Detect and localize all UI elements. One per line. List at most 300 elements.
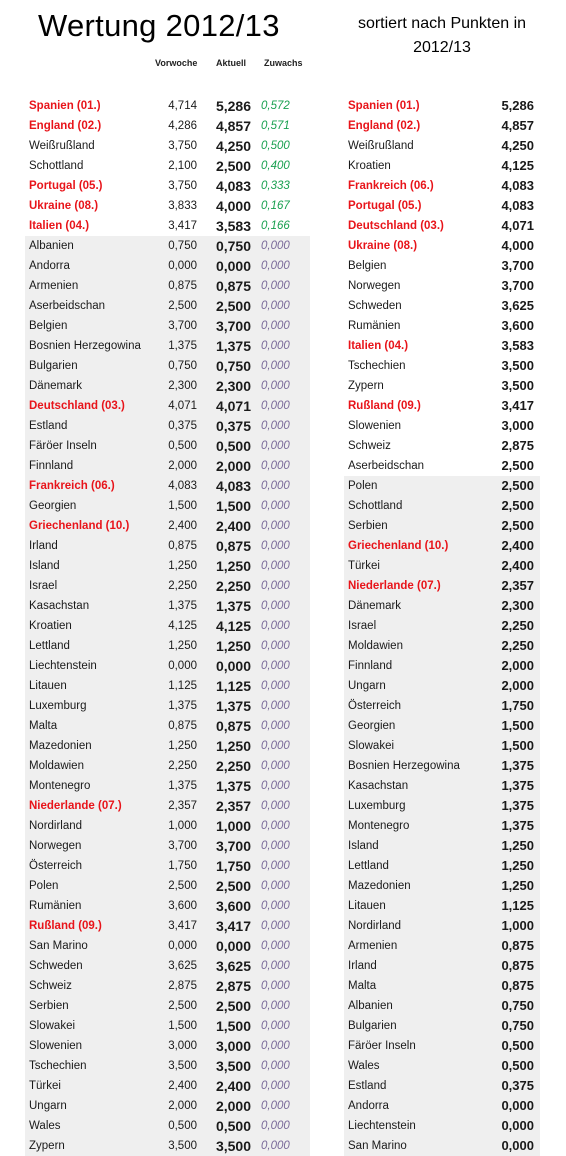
points-value: 2,250 xyxy=(501,638,534,653)
zuwachs-value: 0,000 xyxy=(261,340,290,352)
table-row xyxy=(25,976,310,996)
zuwachs-value: 0,000 xyxy=(261,360,290,372)
vorwoche-value: 1,000 xyxy=(168,820,197,832)
aktuell-value: 3,583 xyxy=(215,218,251,234)
table-row xyxy=(344,1116,540,1136)
table-row xyxy=(25,236,310,256)
vorwoche-value: 3,417 xyxy=(168,920,197,932)
aktuell-value: 0,750 xyxy=(215,238,251,254)
zuwachs-value: 0,000 xyxy=(261,1040,290,1052)
country-name: Andorra xyxy=(348,1100,389,1112)
points-value: 1,375 xyxy=(501,818,534,833)
table-row xyxy=(344,156,540,176)
zuwachs-value: 0,000 xyxy=(261,1060,290,1072)
zuwachs-value: 0,000 xyxy=(261,320,290,332)
table-row xyxy=(25,816,310,836)
page-title: Wertung 2012/13 xyxy=(38,8,280,43)
vorwoche-value: 2,357 xyxy=(168,800,197,812)
country-name: Litauen xyxy=(29,680,67,692)
points-value: 0,750 xyxy=(501,1018,534,1033)
aktuell-value: 1,250 xyxy=(215,558,251,574)
points-value: 2,000 xyxy=(501,678,534,693)
table-row xyxy=(25,96,310,116)
points-value: 1,250 xyxy=(501,838,534,853)
points-value: 4,250 xyxy=(501,138,534,153)
vorwoche-value: 4,286 xyxy=(168,120,197,132)
aktuell-value: 1,125 xyxy=(215,678,251,694)
table-row xyxy=(344,816,540,836)
vorwoche-value: 1,375 xyxy=(168,700,197,712)
points-value: 1,500 xyxy=(501,718,534,733)
aktuell-value: 1,500 xyxy=(215,1018,251,1034)
country-name: Liechtenstein xyxy=(29,660,97,672)
zuwachs-value: 0,000 xyxy=(261,1020,290,1032)
zuwachs-value: 0,000 xyxy=(261,560,290,572)
table-row xyxy=(25,936,310,956)
table-row xyxy=(25,956,310,976)
table-row xyxy=(344,176,540,196)
table-row xyxy=(344,756,540,776)
country-name: Griechenland (10.) xyxy=(29,520,130,532)
zuwachs-value: 0,000 xyxy=(261,1100,290,1112)
header-aktuell: Aktuell xyxy=(216,58,247,68)
points-value: 0,000 xyxy=(501,1098,534,1113)
zuwachs-value: 0,000 xyxy=(261,860,290,872)
vorwoche-value: 2,250 xyxy=(168,760,197,772)
country-name: Weißrußland xyxy=(29,140,95,152)
table-row xyxy=(25,616,310,636)
table-row xyxy=(344,116,540,136)
country-name: Deutschland (03.) xyxy=(29,400,125,412)
points-value: 2,500 xyxy=(501,478,534,493)
table-row xyxy=(25,116,310,136)
country-name: Slowakei xyxy=(348,740,395,752)
country-name: Ungarn xyxy=(29,1100,67,1112)
vorwoche-value: 2,000 xyxy=(168,1100,197,1112)
country-name: Mazedonien xyxy=(348,880,411,892)
country-name: Türkei xyxy=(348,560,380,572)
aktuell-value: 2,400 xyxy=(215,1078,251,1094)
points-value: 1,125 xyxy=(501,898,534,913)
country-name: Österreich xyxy=(29,860,83,872)
table-row xyxy=(25,396,310,416)
table-row xyxy=(344,916,540,936)
aktuell-value: 3,000 xyxy=(215,1038,251,1054)
table-row xyxy=(344,1056,540,1076)
table-row xyxy=(25,1056,310,1076)
aktuell-value: 0,500 xyxy=(215,1118,251,1134)
table-row xyxy=(344,796,540,816)
table-row xyxy=(344,996,540,1016)
table-row xyxy=(344,316,540,336)
country-name: Österreich xyxy=(348,700,402,712)
points-value: 3,500 xyxy=(501,358,534,373)
vorwoche-value: 2,500 xyxy=(168,300,197,312)
country-name: Bosnien Herzegowina xyxy=(29,340,141,352)
zuwachs-value: 0,000 xyxy=(261,1000,290,1012)
country-name: Luxemburg xyxy=(29,700,87,712)
table-row xyxy=(25,216,310,236)
points-value: 3,500 xyxy=(501,378,534,393)
country-name: Estland xyxy=(29,420,68,432)
page-subtitle: sortiert nach Punkten in 2012/13 xyxy=(357,15,527,56)
zuwachs-value: 0,000 xyxy=(261,240,290,252)
zuwachs-value: 0,000 xyxy=(261,660,290,672)
table-row xyxy=(344,896,540,916)
vorwoche-value: 1,375 xyxy=(168,780,197,792)
country-name: Moldawien xyxy=(29,760,84,772)
country-name: Rumänien xyxy=(29,900,82,912)
country-name: Italien (04.) xyxy=(29,220,90,232)
table-row xyxy=(25,796,310,816)
aktuell-value: 2,250 xyxy=(215,578,251,594)
aktuell-value: 2,357 xyxy=(215,798,251,814)
table-row xyxy=(344,356,540,376)
country-name: Schweiz xyxy=(348,440,391,452)
zuwachs-value: 0,000 xyxy=(261,480,290,492)
country-name: Belgien xyxy=(29,320,68,332)
zuwachs-value: 0,000 xyxy=(261,940,290,952)
table-row xyxy=(344,676,540,696)
country-name: Frankreich (06.) xyxy=(348,180,434,192)
table-row xyxy=(25,176,310,196)
table-row xyxy=(344,236,540,256)
country-name: England (02.) xyxy=(29,120,102,132)
country-name: Georgien xyxy=(348,720,396,732)
vorwoche-value: 3,750 xyxy=(168,180,197,192)
table-row xyxy=(344,1016,540,1036)
table-row xyxy=(344,136,540,156)
aktuell-value: 0,000 xyxy=(215,658,251,674)
points-value: 0,750 xyxy=(501,998,534,1013)
country-name: Portugal (05.) xyxy=(348,200,422,212)
country-name: Spanien (01.) xyxy=(29,100,101,112)
vorwoche-value: 3,500 xyxy=(168,1140,197,1152)
vorwoche-value: 0,000 xyxy=(168,260,197,272)
table-row xyxy=(25,1116,310,1136)
vorwoche-value: 0,500 xyxy=(168,1120,197,1132)
table-row xyxy=(25,576,310,596)
aktuell-value: 1,750 xyxy=(215,858,251,874)
country-name: Slowakei xyxy=(29,1020,76,1032)
table-row xyxy=(25,476,310,496)
country-name: Albanien xyxy=(348,1000,393,1012)
country-name: Kasachstan xyxy=(348,780,409,792)
vorwoche-value: 2,250 xyxy=(168,580,197,592)
table-row xyxy=(25,896,310,916)
country-name: Schweden xyxy=(29,960,83,972)
points-value: 1,375 xyxy=(501,798,534,813)
aktuell-value: 0,875 xyxy=(215,538,251,554)
vorwoche-value: 0,000 xyxy=(168,660,197,672)
vorwoche-value: 3,833 xyxy=(168,200,197,212)
country-name: Israel xyxy=(29,580,58,592)
table-row xyxy=(25,776,310,796)
zuwachs-value: 0,000 xyxy=(261,720,290,732)
table-row xyxy=(25,756,310,776)
table-row xyxy=(344,516,540,536)
country-name: Serbien xyxy=(348,520,388,532)
table-row xyxy=(25,316,310,336)
zuwachs-value: 0,400 xyxy=(261,160,290,172)
country-name: Montenegro xyxy=(29,780,91,792)
country-name: Lettland xyxy=(348,860,389,872)
vorwoche-value: 0,875 xyxy=(168,720,197,732)
vorwoche-value: 1,250 xyxy=(168,740,197,752)
vorwoche-value: 3,500 xyxy=(168,1060,197,1072)
zuwachs-value: 0,000 xyxy=(261,880,290,892)
country-name: Estland xyxy=(348,1080,387,1092)
vorwoche-value: 4,714 xyxy=(168,100,197,112)
vorwoche-value: 1,500 xyxy=(168,1020,197,1032)
zuwachs-value: 0,000 xyxy=(261,440,290,452)
country-name: Norwegen xyxy=(348,280,401,292)
vorwoche-value: 1,500 xyxy=(168,500,197,512)
zuwachs-value: 0,000 xyxy=(261,600,290,612)
country-name: Tschechien xyxy=(348,360,406,372)
table-row xyxy=(25,556,310,576)
aktuell-value: 0,000 xyxy=(215,938,251,954)
vorwoche-value: 1,125 xyxy=(168,680,197,692)
aktuell-value: 4,083 xyxy=(215,478,251,494)
country-name: Spanien (01.) xyxy=(348,100,420,112)
aktuell-value: 3,700 xyxy=(215,838,251,854)
aktuell-value: 0,375 xyxy=(215,418,251,434)
header-vorwoche: Vorwoche xyxy=(155,58,198,68)
aktuell-value: 1,250 xyxy=(215,738,251,754)
vorwoche-value: 2,000 xyxy=(168,460,197,472)
header-zuwachs: Zuwachs xyxy=(264,58,303,68)
zuwachs-value: 0,000 xyxy=(261,520,290,532)
country-name: Portugal (05.) xyxy=(29,180,103,192)
aktuell-value: 2,500 xyxy=(215,158,251,174)
country-name: Deutschland (03.) xyxy=(348,220,444,232)
zuwachs-value: 0,000 xyxy=(261,280,290,292)
table-row xyxy=(344,476,540,496)
country-name: Griechenland (10.) xyxy=(348,540,449,552)
country-name: Frankreich (06.) xyxy=(29,480,115,492)
zuwachs-value: 0,000 xyxy=(261,460,290,472)
table-row xyxy=(344,836,540,856)
country-name: Bulgarien xyxy=(348,1020,397,1032)
zuwachs-value: 0,000 xyxy=(261,580,290,592)
country-name: Norwegen xyxy=(29,840,82,852)
country-name: Mazedonien xyxy=(29,740,92,752)
table-row xyxy=(344,576,540,596)
table-row xyxy=(344,716,540,736)
points-value: 2,300 xyxy=(501,598,534,613)
table-row xyxy=(25,496,310,516)
country-name: Island xyxy=(348,840,379,852)
table-row xyxy=(344,556,540,576)
table-row xyxy=(25,1036,310,1056)
table-row xyxy=(344,876,540,896)
table-row xyxy=(344,1076,540,1096)
zuwachs-value: 0,000 xyxy=(261,260,290,272)
country-name: Weißrußland xyxy=(348,140,414,152)
points-value: 0,875 xyxy=(501,978,534,993)
country-name: Nordirland xyxy=(348,920,402,932)
zuwachs-value: 0,000 xyxy=(261,920,290,932)
points-value: 4,857 xyxy=(501,118,534,133)
zuwachs-value: 0,000 xyxy=(261,680,290,692)
table-row xyxy=(25,296,310,316)
points-value: 0,000 xyxy=(501,1138,534,1153)
points-value: 3,600 xyxy=(501,318,534,333)
zuwachs-value: 0,571 xyxy=(261,120,290,132)
country-name: Montenegro xyxy=(348,820,410,832)
zuwachs-value: 0,000 xyxy=(261,400,290,412)
country-name: Island xyxy=(29,560,60,572)
country-name: Dänemark xyxy=(29,380,83,392)
table-row xyxy=(25,536,310,556)
table-row xyxy=(25,1016,310,1036)
country-name: Liechtenstein xyxy=(348,1120,416,1132)
table-row xyxy=(25,656,310,676)
table-row xyxy=(25,416,310,436)
points-value: 1,250 xyxy=(501,878,534,893)
table-row xyxy=(25,356,310,376)
vorwoche-value: 4,125 xyxy=(168,620,197,632)
table-row xyxy=(25,1136,310,1156)
zuwachs-value: 0,000 xyxy=(261,980,290,992)
vorwoche-value: 1,750 xyxy=(168,860,197,872)
aktuell-value: 0,500 xyxy=(215,438,251,454)
country-name: Andorra xyxy=(29,260,70,272)
points-value: 5,286 xyxy=(501,98,534,113)
points-value: 4,083 xyxy=(501,198,534,213)
table-row xyxy=(25,516,310,536)
table-row xyxy=(25,136,310,156)
country-name: Israel xyxy=(348,620,377,632)
points-value: 2,000 xyxy=(501,658,534,673)
country-name: Färöer Inseln xyxy=(29,440,97,452)
table-row xyxy=(25,256,310,276)
zuwachs-value: 0,000 xyxy=(261,540,290,552)
aktuell-value: 1,375 xyxy=(215,698,251,714)
vorwoche-value: 0,000 xyxy=(168,940,197,952)
aktuell-value: 2,875 xyxy=(215,978,251,994)
country-name: Schweiz xyxy=(29,980,72,992)
table-row xyxy=(344,656,540,676)
aktuell-value: 3,625 xyxy=(215,958,251,974)
table-row xyxy=(344,196,540,216)
aktuell-value: 3,700 xyxy=(215,318,251,334)
country-name: Kroatien xyxy=(29,620,72,632)
aktuell-value: 5,286 xyxy=(215,98,251,114)
points-value: 4,125 xyxy=(501,158,534,173)
table-row xyxy=(344,1096,540,1116)
country-name: Litauen xyxy=(348,900,386,912)
aktuell-value: 3,500 xyxy=(215,1138,251,1154)
country-name: Aserbeidschan xyxy=(348,460,425,472)
country-name: Armenien xyxy=(348,940,398,952)
country-name: Dänemark xyxy=(348,600,402,612)
country-name: Ungarn xyxy=(348,680,386,692)
points-value: 2,400 xyxy=(501,558,534,573)
aktuell-value: 2,000 xyxy=(215,458,251,474)
vorwoche-value: 0,875 xyxy=(168,540,197,552)
country-name: Albanien xyxy=(29,240,74,252)
table-row xyxy=(344,396,540,416)
ranking-table xyxy=(25,96,310,1156)
country-name: Zypern xyxy=(348,380,384,392)
aktuell-value: 1,000 xyxy=(215,818,251,834)
country-name: Kroatien xyxy=(348,160,391,172)
country-name: Polen xyxy=(29,880,59,892)
aktuell-value: 2,500 xyxy=(215,998,251,1014)
aktuell-value: 4,083 xyxy=(215,178,251,194)
points-value: 0,000 xyxy=(501,1118,534,1133)
points-value: 3,700 xyxy=(501,278,534,293)
aktuell-value: 2,500 xyxy=(215,298,251,314)
zuwachs-value: 0,333 xyxy=(261,180,290,192)
zuwachs-value: 0,000 xyxy=(261,840,290,852)
table-row xyxy=(344,1136,540,1156)
points-value: 2,400 xyxy=(501,538,534,553)
country-name: Tschechien xyxy=(29,1060,87,1072)
country-name: Schweden xyxy=(348,300,402,312)
table-row xyxy=(25,456,310,476)
points-value: 3,000 xyxy=(501,418,534,433)
table-row xyxy=(25,156,310,176)
country-name: Slowenien xyxy=(29,1040,83,1052)
zuwachs-value: 0,000 xyxy=(261,380,290,392)
vorwoche-value: 1,375 xyxy=(168,340,197,352)
country-name: Niederlande (07.) xyxy=(348,580,441,592)
country-name: Zypern xyxy=(29,1140,65,1152)
aktuell-value: 2,300 xyxy=(215,378,251,394)
zuwachs-value: 0,000 xyxy=(261,760,290,772)
table-row xyxy=(25,596,310,616)
table-row xyxy=(344,456,540,476)
country-name: Luxemburg xyxy=(348,800,406,812)
country-name: Ukraine (08.) xyxy=(348,240,418,252)
points-value: 0,875 xyxy=(501,958,534,973)
aktuell-value: 4,071 xyxy=(215,398,251,414)
zuwachs-value: 0,167 xyxy=(261,200,290,212)
table-row xyxy=(344,976,540,996)
points-value: 2,500 xyxy=(501,518,534,533)
country-name: Irland xyxy=(29,540,58,552)
points-value: 1,500 xyxy=(501,738,534,753)
country-name: San Marino xyxy=(29,940,88,952)
zuwachs-value: 0,000 xyxy=(261,780,290,792)
aktuell-value: 2,500 xyxy=(215,878,251,894)
table-row xyxy=(344,956,540,976)
points-value: 2,875 xyxy=(501,438,534,453)
aktuell-value: 4,125 xyxy=(215,618,251,634)
table-row xyxy=(25,876,310,896)
aktuell-value: 2,400 xyxy=(215,518,251,534)
points-value: 0,500 xyxy=(501,1038,534,1053)
country-name: Bulgarien xyxy=(29,360,78,372)
country-name: Armenien xyxy=(29,280,79,292)
zuwachs-value: 0,000 xyxy=(261,620,290,632)
aktuell-value: 3,500 xyxy=(215,1058,251,1074)
points-value: 2,250 xyxy=(501,618,534,633)
zuwachs-value: 0,000 xyxy=(261,740,290,752)
table-row xyxy=(25,676,310,696)
country-name: Schottland xyxy=(29,160,84,172)
table-row xyxy=(344,416,540,436)
vorwoche-value: 2,400 xyxy=(168,520,197,532)
table-row xyxy=(25,916,310,936)
country-name: Ukraine (08.) xyxy=(29,200,99,212)
vorwoche-value: 2,400 xyxy=(168,1080,197,1092)
aktuell-value: 0,000 xyxy=(215,258,251,274)
table-row xyxy=(344,296,540,316)
